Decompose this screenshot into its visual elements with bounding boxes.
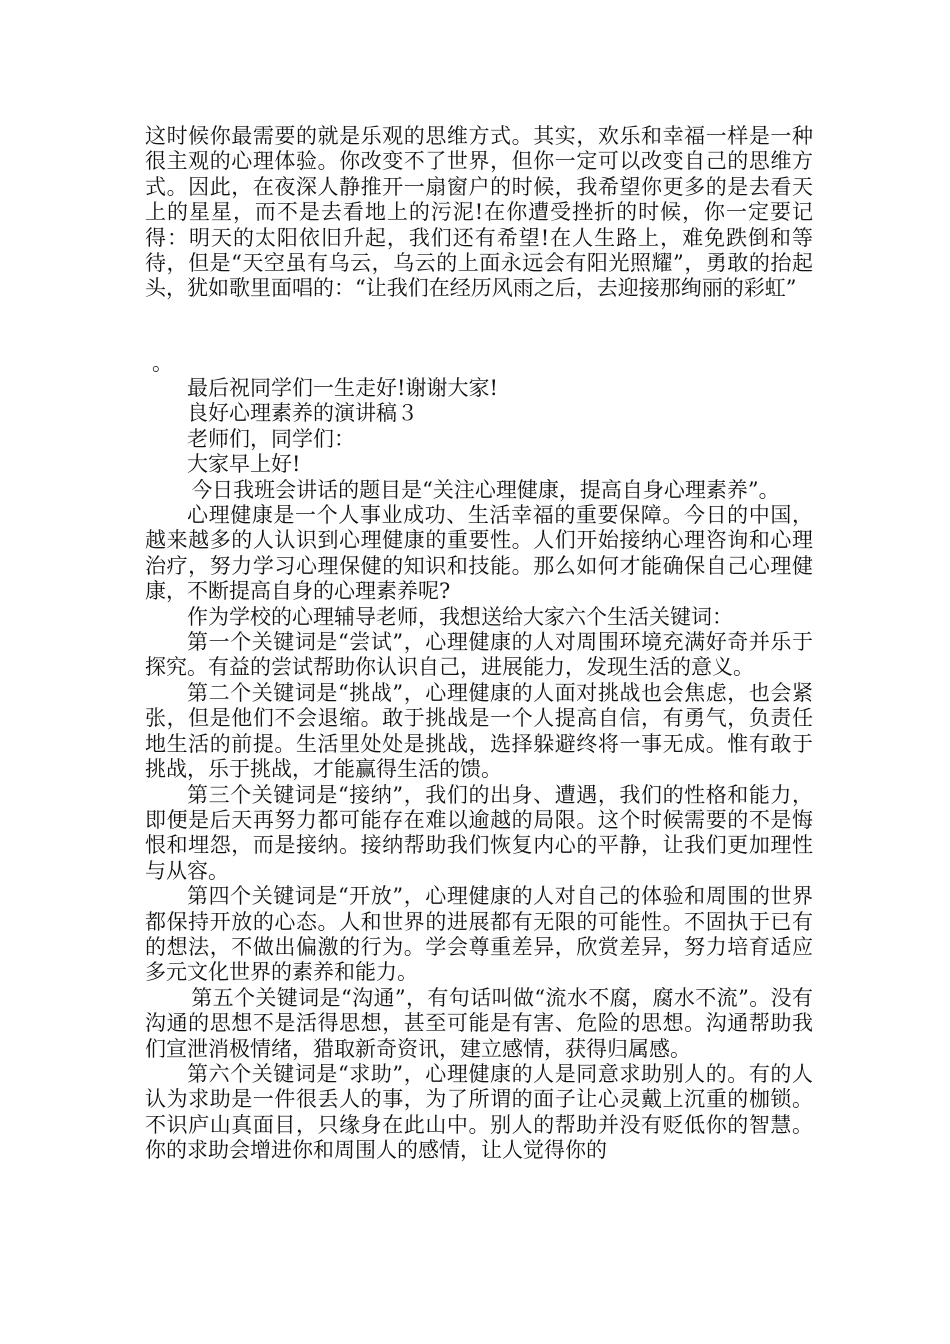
stray-period: 。	[152, 351, 173, 375]
closing-line: 最后祝同学们一生走好!谢谢大家!	[187, 376, 498, 400]
keyword-3-paragraph: 第三个关键词是“接纳”，我们的出身、遭遇，我们的性格和能力，即便是后天再努力都可能存在难以逾越的局限。这个时候需要的不是悔恨和埋怨，而是接纳。接纳帮助我们恢复内心的平静，让我们更加理性与从容。	[145, 782, 813, 883]
salutation-line: 老师们，同学们：	[187, 426, 355, 451]
keyword-4-paragraph: 第四个关键词是“开放”，心理健康的人对自己的体验和周围的世界都保持开放的心态。人和世界的进展都有无限的可能性。不固执于已有的想法，不做出偏激的行为。学会尊重差异，欣赏差异，努力培育适应多元文化世界的素养和能力。	[145, 884, 813, 985]
keyword-2-paragraph: 第二个关键词是“挑战”，心理健康的人面对挑战也会焦虑，也会紧张，但是他们不会退缩。敢于挑战是一个人提高自信，有勇气，负责任地生活的前提。生活里处处是挑战，选择躲避终将一事无成。惟有敢于挑战，乐于挑战，才能赢得生活的馈。	[145, 680, 813, 782]
keyword-1-paragraph: 第一个关键词是“尝试”，心理健康的人对周围环境充满好奇并乐于探究。有益的尝试帮助你认识自己，进展能力，发现生活的意义。	[145, 630, 813, 680]
health-paragraph: 心理健康是一个人事业成功、生活幸福的重要保障。今日的中国，越来越多的人认识到心理健康的重要性。人们开始接纳心理咨询和心理治疗，努力学习心理保健的知识和技能。那么如何才能确保自己心理健康，不断提高自身的心理素养呢?	[145, 503, 813, 604]
topic-paragraph: 今日我班会讲话的题目是“关注心理健康，提高自身心理素养”。	[191, 477, 780, 502]
keywords-intro-paragraph: 作为学校的心理辅导老师，我想送给大家六个生活关键词：	[187, 604, 733, 629]
intro-paragraph: 这时候你最需要的就是乐观的思维方式。其实，欢乐和幸福一样是一种很主观的心理体验。你改变不了世界，但你一定可以改变自己的思维方式。因此，在夜深人静推开一扇窗户的时候，我希望你更多的是去看天上的星星，而不是去看地上的污泥!在你遭受挫折的时候，你一定要记得：明天的太阳依旧升起，我们还有希望!在人生路上，难免跌倒和等待，但是“天空虽有乌云，乌云的上面永远会有阳光照耀”，勇敢的抬起头，犹如歌里面唱的：“让我们在经历风雨之后，去迎接那绚丽的彩虹”	[145, 124, 813, 301]
greeting-line: 大家早上好!	[187, 452, 301, 477]
speech-body	[145, 376, 813, 1164]
keyword-5-paragraph: 第五个关键词是“沟通”，有句话叫做“流水不腐，腐水不流”。没有沟通的思想不是活得思想，甚至可能是有害、危险的思想。沟通帮助我们宣泄消极情绪，猎取新奇资讯，建立感情，获得归属感。	[145, 985, 813, 1061]
keyword-6-paragraph: 第六个关键词是“求助”，心理健康的人是同意求助别人的。有的人认为求助是一件很丢人的事，为了所谓的面子让心灵戴上沉重的枷锁。不识庐山真面目，只缘身在此山中。别人的帮助并没有贬低你的智慧。你的求助会增进你和周围人的感情，让人觉得你的	[145, 1061, 813, 1163]
speech-title: 良好心理素养的演讲稿３	[187, 401, 418, 426]
